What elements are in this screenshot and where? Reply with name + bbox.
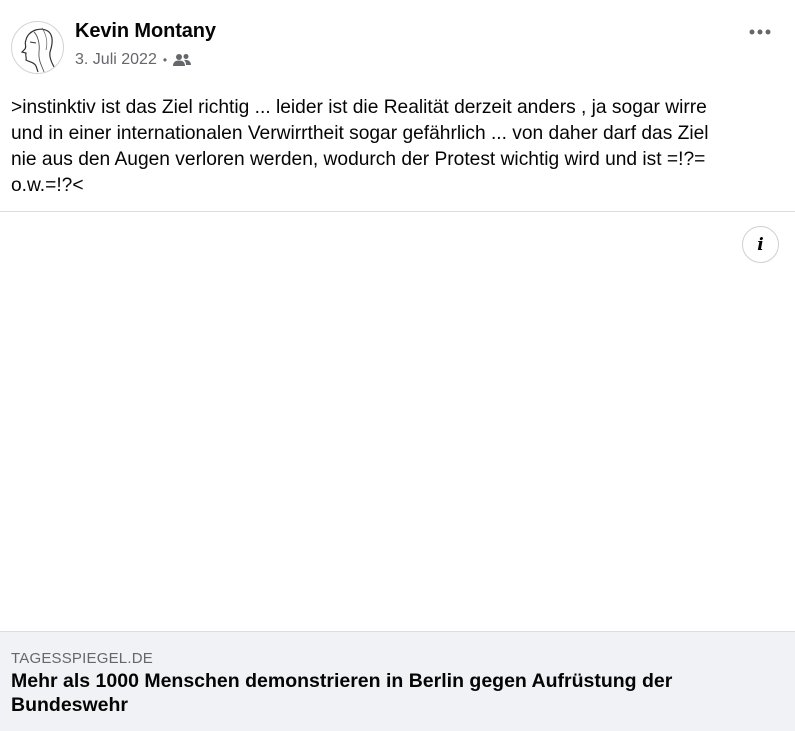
post-header bbox=[0, 0, 795, 90]
info-icon: i bbox=[757, 234, 764, 255]
friends-icon bbox=[173, 53, 191, 67]
post-text: >instinktiv ist das Ziel richtig ... leider ist die Realität derzeit anders , ja sogar wirre und in einer internationalen Verwirrtheit sogar gefährlich ... von daher darf das Ziel nie aus den Augen verloren werden, wodurch der Protest wichtig wird und ist =!?= o.w.=!?< bbox=[11, 97, 709, 196]
link-preview[interactable] bbox=[0, 631, 795, 731]
more-options-button[interactable] bbox=[745, 20, 775, 44]
avatar[interactable] bbox=[11, 21, 64, 74]
post-meta bbox=[75, 50, 191, 70]
info-button[interactable] bbox=[742, 226, 779, 263]
link-title[interactable]: Mehr als 1000 Menschen demonstrieren in Berlin gegen Aufrüstung der Bundeswehr bbox=[11, 670, 673, 716]
meta-separator: • bbox=[162, 53, 168, 67]
link-domain: TAGESSPIEGEL.DE bbox=[11, 650, 153, 667]
author-name[interactable]: Kevin Montany bbox=[75, 20, 216, 42]
avatar-sketch-icon bbox=[12, 22, 64, 74]
more-horizontal-icon bbox=[749, 29, 771, 35]
link-media-area[interactable] bbox=[0, 212, 795, 631]
post-date[interactable]: 3. Juli 2022 bbox=[75, 51, 157, 68]
